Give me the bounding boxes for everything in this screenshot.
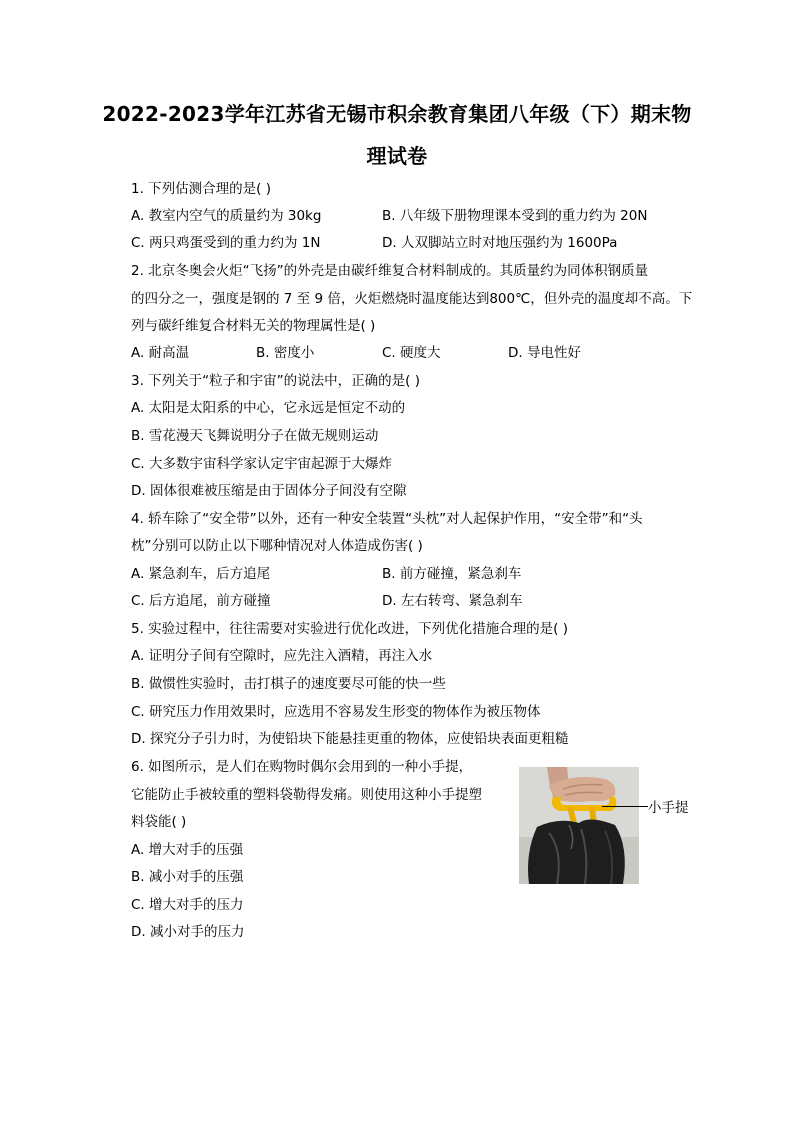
q2-option-a: A. 耐高温: [131, 345, 190, 361]
q2-stem-line3: 列与碳纤维复合材料无关的物理属性是( ): [131, 318, 376, 334]
q4-option-a: A. 紧急刹车，后方追尾: [131, 566, 271, 582]
q4-option-d: D. 左右转弯、紧急刹车: [382, 593, 523, 609]
page-title-line2: 理试卷: [366, 144, 428, 168]
q3-option-b: B. 雪花漫天飞舞说明分子在做无规则运动: [131, 428, 379, 444]
q2-stem-line2: 的四分之一，强度是钢的 7 至 9 倍，火炬燃烧时温度能达到800℃，但外壳的温度却不高。下: [131, 291, 693, 307]
q2-option-c: C. 硬度大: [382, 345, 441, 361]
figure-callout-label: 小手提: [648, 800, 689, 816]
q3-option-d: D. 固体很难被压缩是由于固体分子间没有空隙: [131, 483, 407, 499]
q1-stem: 1. 下列估测合理的是( ): [131, 181, 271, 197]
q5-option-a: A. 证明分子间有空隙时，应先注入酒精，再注入水: [131, 648, 433, 664]
q4-stem-line1: 4. 轿车除了“安全带”以外，还有一种安全装置“头枕”对人起保护作用，“安全带”和“头: [131, 511, 643, 527]
q4-option-b: B. 前方碰撞，紧急刹车: [382, 566, 522, 582]
q1-option-b: B. 八年级下册物理课本受到的重力约为 20N: [382, 208, 648, 224]
q5-option-d: D. 探究分子引力时，为使铅块下能悬挂更重的物体，应使铅块表面更粗糙: [131, 731, 569, 747]
q3-stem: 3. 下列关于“粒子和宇宙”的说法中，正确的是( ): [131, 373, 420, 389]
q5-option-c: C. 研究压力作用效果时，应选用不容易发生形变的物体作为被压物体: [131, 704, 541, 720]
q2-option-d: D. 导电性好: [508, 345, 581, 361]
figure-callout-line: [602, 806, 648, 807]
q1-option-d: D. 人双脚站立时对地压强约为 1600Pa: [382, 235, 618, 251]
handle-figure-image: [519, 767, 639, 884]
q2-stem-line1: 2. 北京冬奥会火炬“飞扬”的外壳是由碳纤维复合材料制成的。其质量约为同体积钢质量: [131, 263, 649, 279]
q3-option-c: C. 大多数宇宙科学家认定宇宙起源于大爆炸: [131, 456, 393, 472]
q6-option-b: B. 减小对手的压强: [131, 869, 244, 885]
q5-stem: 5. 实验过程中，往往需要对实验进行优化改进，下列优化措施合理的是( ): [131, 621, 568, 637]
q6-stem-line1: 6. 如图所示，是人们在购物时偶尔会用到的一种小手提，: [131, 759, 473, 775]
q3-option-a: A. 太阳是太阳系的中心，它永远是恒定不动的: [131, 400, 406, 416]
q6-stem-line2: 它能防止手被较重的塑料袋勒得发痛。则使用这种小手提塑: [131, 787, 482, 803]
q6-option-a: A. 增大对手的压强: [131, 842, 244, 858]
q4-option-c: C. 后方追尾，前方碰撞: [131, 593, 271, 609]
q4-stem-line2: 枕”分别可以防止以下哪种情况对人体造成伤害( ): [131, 538, 423, 554]
q6-option-c: C. 增大对手的压力: [131, 897, 244, 913]
page-title-line1: 2022-2023学年江苏省无锡市积余教育集团八年级（下）期末物: [102, 102, 692, 126]
q6-option-d: D. 减小对手的压力: [131, 924, 245, 940]
q1-option-a: A. 教室内空气的质量约为 30kg: [131, 208, 322, 224]
q2-option-b: B. 密度小: [256, 345, 315, 361]
q1-option-c: C. 两只鸡蛋受到的重力约为 1N: [131, 235, 321, 251]
q5-option-b: B. 做惯性实验时，击打棋子的速度要尽可能的快一些: [131, 676, 446, 692]
q6-stem-line3: 料袋能( ): [131, 814, 187, 830]
